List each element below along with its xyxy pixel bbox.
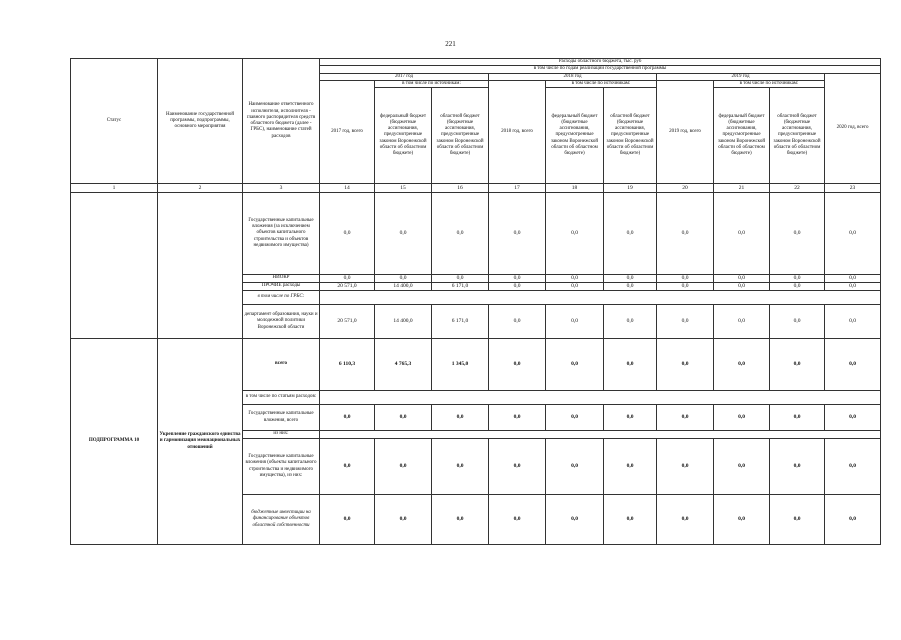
value-cell: 0,0 <box>546 193 604 275</box>
value-cell: 0,0 <box>604 193 657 275</box>
value-cell: 0,0 <box>657 339 714 391</box>
value-cell: 0,0 <box>657 275 714 283</box>
value-cell: 0,0 <box>770 283 825 291</box>
value-cell: 0,0 <box>714 305 770 339</box>
value-cell: 0,0 <box>657 405 714 431</box>
column-number: 21 <box>714 184 770 193</box>
column-number: 3 <box>243 184 320 193</box>
value-cell: 0,0 <box>432 495 489 545</box>
value-cell: 0,0 <box>657 305 714 339</box>
header-year-2019: 2019 год <box>657 73 825 80</box>
column-number: 19 <box>604 184 657 193</box>
value-cell: 0,0 <box>375 495 432 545</box>
column-number: 20 <box>657 184 714 193</box>
header-expenses: Расходы областного бюджета, тыс. руб <box>320 59 881 66</box>
value-cell: 0,0 <box>657 283 714 291</box>
value-cell: 0,0 <box>604 405 657 431</box>
header-total-2020: 2020 год, всего <box>825 73 881 184</box>
value-cell: 0,0 <box>770 275 825 283</box>
value-cell: 0,0 <box>604 283 657 291</box>
value-cell: 6 171,0 <box>432 283 489 291</box>
value-cell: 0,0 <box>546 275 604 283</box>
empty-cells <box>320 431 881 439</box>
value-cell: 0,0 <box>714 283 770 291</box>
budget-table <box>70 58 881 545</box>
value-cell: 0,0 <box>825 339 881 391</box>
value-cell: 0,0 <box>489 283 546 291</box>
value-cell: 0,0 <box>657 495 714 545</box>
value-cell: 0,0 <box>489 305 546 339</box>
column-number: 1 <box>71 184 158 193</box>
value-cell: 0,0 <box>489 339 546 391</box>
column-number: 16 <box>432 184 489 193</box>
value-cell: 0,0 <box>604 439 657 495</box>
row-label: Государственные капитальные вложения (за исключением объектов капитального строительства и объектов недвижимого имущества) <box>243 193 320 275</box>
empty-cells <box>320 391 881 405</box>
value-cell: 0,0 <box>714 439 770 495</box>
value-cell: 0,0 <box>546 405 604 431</box>
value-cell: 0,0 <box>320 495 375 545</box>
value-cell: 0,0 <box>604 305 657 339</box>
header-total-2019: 2019 год, всего <box>657 80 714 183</box>
row-label: всего <box>243 339 320 391</box>
column-number: 2 <box>158 184 243 193</box>
column-number: 23 <box>825 184 881 193</box>
subprogram-name: Укрепление гражданского единства и гармонизация межнациональных отношений <box>158 339 243 545</box>
header-federal-2018: федеральный бюджет (бюджетные ассигнования, предусмотренные законом Воронежской области об областном бюджете) <box>546 88 604 184</box>
header-federal-2019: федеральный бюджет (бюджетные ассигнования, предусмотренные законом Воронежской области об областном бюджете) <box>714 88 770 184</box>
value-cell: 0,0 <box>432 193 489 275</box>
value-cell: 0,0 <box>770 339 825 391</box>
header-regional-2018: областной бюджет (бюджетные ассигнования, предусмотренные законом Воронежской области об областном бюджете) <box>604 88 657 184</box>
value-cell: 20 571,0 <box>320 305 375 339</box>
table-row <box>71 339 881 391</box>
value-cell: 0,0 <box>546 439 604 495</box>
empty-cells <box>320 291 881 305</box>
value-cell: 0,0 <box>604 495 657 545</box>
value-cell: 0,0 <box>375 439 432 495</box>
column-number: 22 <box>770 184 825 193</box>
value-cell: 0,0 <box>825 305 881 339</box>
row-label: в том числе по ГРБС: <box>243 291 320 305</box>
value-cell: 0,0 <box>489 495 546 545</box>
value-cell: 0,0 <box>320 275 375 283</box>
value-cell: 0,0 <box>825 495 881 545</box>
value-cell: 4 765,3 <box>375 339 432 391</box>
value-cell: 0,0 <box>770 405 825 431</box>
header-grbs: Наименование ответственного исполнителя, исполнителя - главного распорядителя средств областного бюджета (далее - ГРБС), наименование статей расходов <box>243 59 320 184</box>
value-cell: 6 110,3 <box>320 339 375 391</box>
value-cell: 0,0 <box>489 405 546 431</box>
value-cell: 0,0 <box>825 405 881 431</box>
header-federal-2017: федеральный бюджет (бюджетные ассигнования, предусмотренные законом Воронежской области об областном бюджете) <box>375 88 432 184</box>
value-cell: 0,0 <box>375 275 432 283</box>
header-incl-sources-2017: в том числе по источникам: <box>375 80 489 87</box>
header-incl-sources-2018: в том числе по источникам: <box>546 80 657 87</box>
row-label: НИОКР <box>243 275 320 283</box>
header-year-2018: 2018 год <box>489 73 657 80</box>
value-cell: 0,0 <box>825 275 881 283</box>
value-cell: 0,0 <box>320 193 375 275</box>
value-cell: 0,0 <box>546 283 604 291</box>
value-cell: 0,0 <box>489 275 546 283</box>
value-cell: 0,0 <box>432 275 489 283</box>
value-cell: 0,0 <box>825 439 881 495</box>
column-number: 15 <box>375 184 432 193</box>
program-cell-empty <box>158 193 243 339</box>
value-cell: 0,0 <box>825 283 881 291</box>
header-row-1 <box>71 59 881 66</box>
value-cell: 0,0 <box>546 339 604 391</box>
row-label: Государственные капитальные вложения, всего <box>243 405 320 431</box>
table-row <box>71 193 881 275</box>
value-cell: 0,0 <box>714 405 770 431</box>
column-number: 18 <box>546 184 604 193</box>
header-by-years: в том числе по годам реализации государственной программы <box>320 66 881 73</box>
value-cell: 0,0 <box>714 275 770 283</box>
value-cell: 14 400,0 <box>375 305 432 339</box>
value-cell: 0,0 <box>770 495 825 545</box>
value-cell: 20 571,0 <box>320 283 375 291</box>
column-numbers-row <box>71 184 881 193</box>
value-cell: 0,0 <box>714 339 770 391</box>
value-cell: 0,0 <box>432 405 489 431</box>
value-cell: 0,0 <box>604 339 657 391</box>
status-cell-empty <box>71 193 158 339</box>
row-label: ПРОЧИЕ расходы <box>243 283 320 291</box>
value-cell: 0,0 <box>320 405 375 431</box>
value-cell: 0,0 <box>489 439 546 495</box>
value-cell: 0,0 <box>770 439 825 495</box>
value-cell: 0,0 <box>770 305 825 339</box>
subprogram-status: ПОДПРОГРАММА 10 <box>71 339 158 545</box>
header-program-name: Наименование государственной программы, подпрограммы, основного мероприятия <box>158 59 243 184</box>
header-status: Статус <box>71 59 158 184</box>
value-cell: 1 345,0 <box>432 339 489 391</box>
row-label: департамент образования, науки и молодежной политики Воронежской области <box>243 305 320 339</box>
row-label: в том числе по статьям расходов: <box>243 391 320 405</box>
column-number: 17 <box>489 184 546 193</box>
value-cell: 0,0 <box>546 305 604 339</box>
header-year-2017: 2017 год <box>320 73 489 80</box>
value-cell: 0,0 <box>546 495 604 545</box>
value-cell: 0,0 <box>375 405 432 431</box>
value-cell: 0,0 <box>825 193 881 275</box>
header-total-2017: 2017 год, всего <box>320 80 375 183</box>
column-number: 14 <box>320 184 375 193</box>
header-regional-2019: областной бюджет (бюджетные ассигнования, предусмотренные законом Воронежской области об областном бюджете) <box>770 88 825 184</box>
header-total-2018: 2018 год, всего <box>489 80 546 183</box>
value-cell: 0,0 <box>714 193 770 275</box>
row-label: из них: <box>243 431 320 439</box>
value-cell: 0,0 <box>714 495 770 545</box>
page-number: 221 <box>445 40 456 48</box>
header-regional-2017: областной бюджет (бюджетные ассигнования, предусмотренные законом Воронежской области об областном бюджете) <box>432 88 489 184</box>
value-cell: 0,0 <box>432 439 489 495</box>
value-cell: 0,0 <box>770 193 825 275</box>
value-cell: 0,0 <box>657 193 714 275</box>
value-cell: 0,0 <box>320 439 375 495</box>
value-cell: 0,0 <box>489 193 546 275</box>
value-cell: 6 171,0 <box>432 305 489 339</box>
row-label: бюджетные инвестиции на финансирование объектов областной собственности <box>243 495 320 545</box>
value-cell: 0,0 <box>604 275 657 283</box>
value-cell: 14 400,0 <box>375 283 432 291</box>
value-cell: 0,0 <box>375 193 432 275</box>
row-label: Государственные капитальные вложения (объекты капитального строительства и недвижимого имущества), из них: <box>243 439 320 495</box>
header-incl-sources-2019: в том числе по источникам: <box>714 80 825 87</box>
value-cell: 0,0 <box>657 439 714 495</box>
